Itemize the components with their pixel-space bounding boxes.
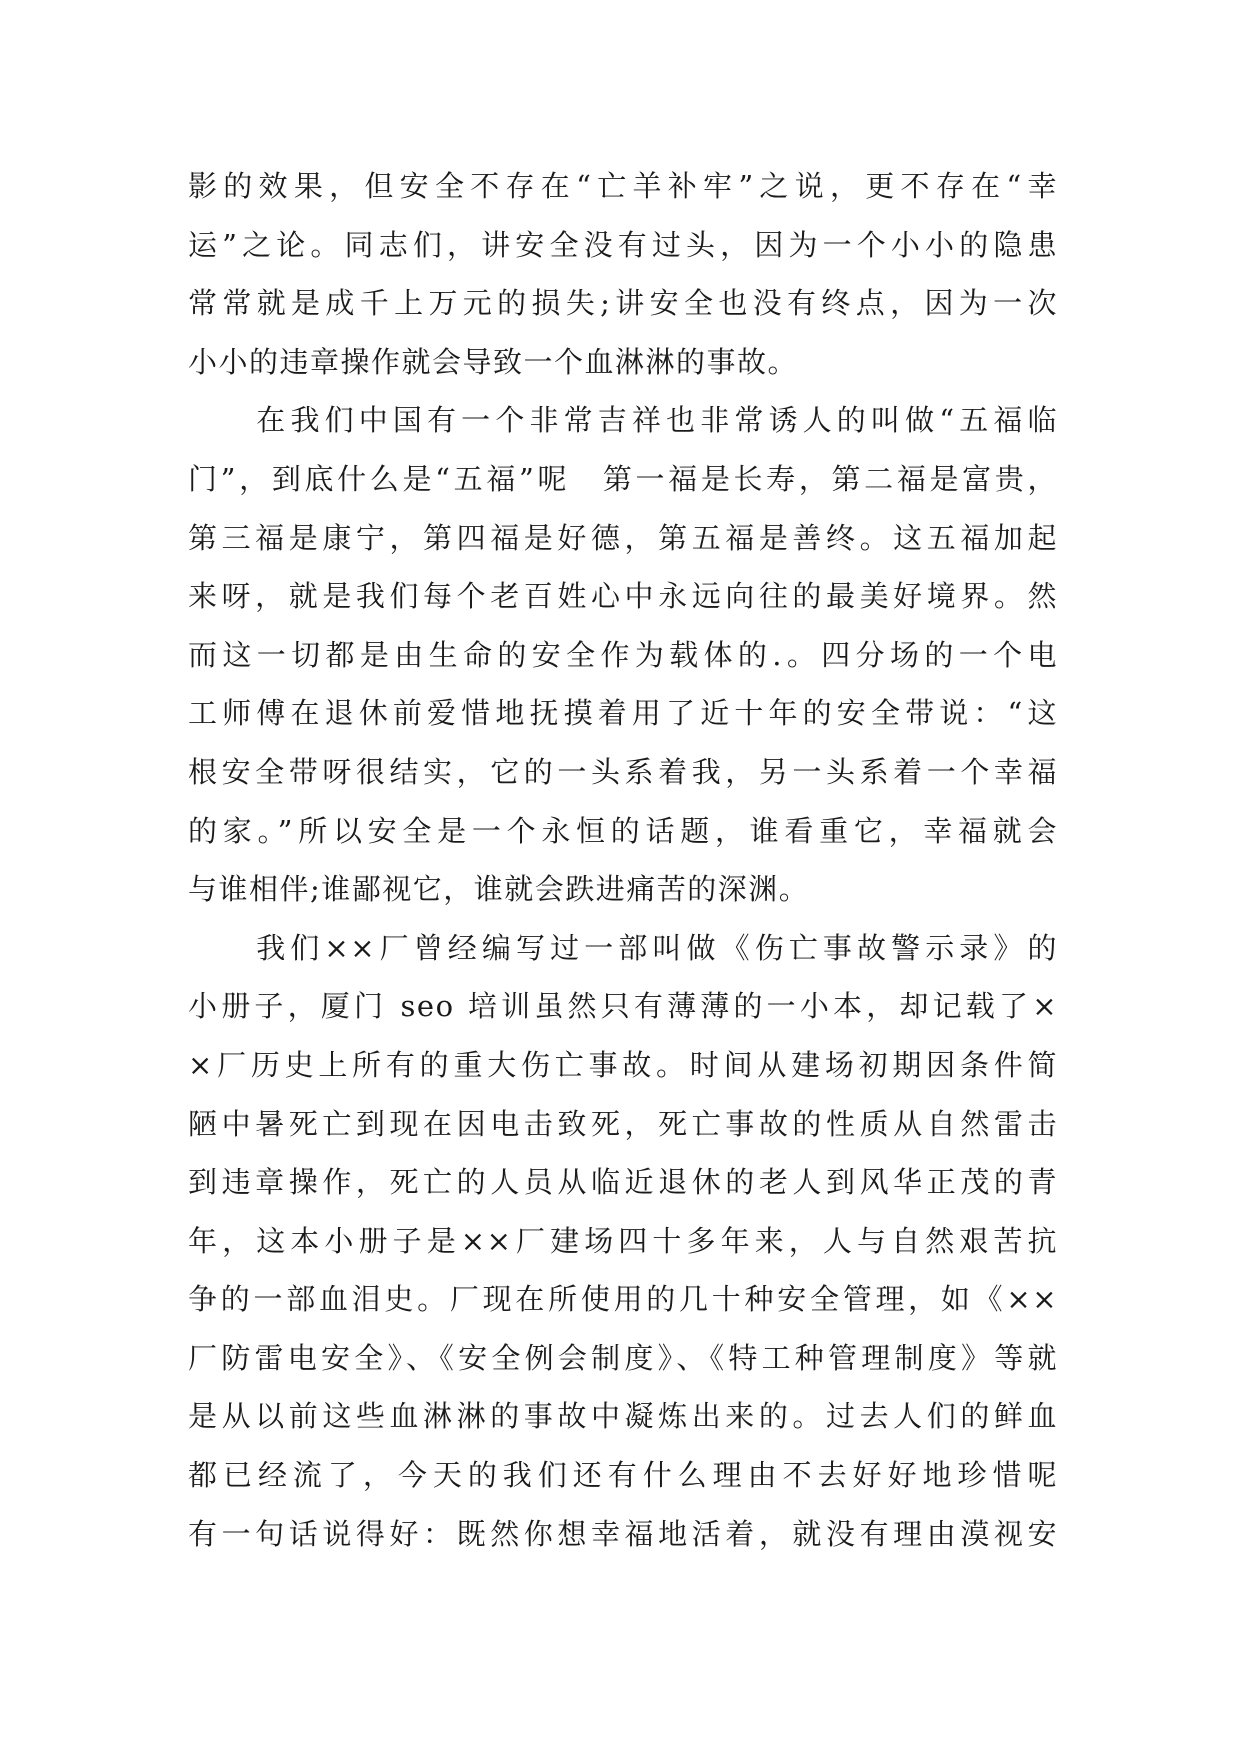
text-line: 而这一切都是由生命的安全作为载体的.。四分场的一个电 xyxy=(188,637,1058,672)
text-line: 常常就是成千上万元的损失;讲安全也没有终点，因为一次 xyxy=(188,286,1058,321)
text-line: ×厂历史上所有的重大伤亡事故。时间从建场初期因条件简 xyxy=(188,1047,1058,1082)
text-line: 运”之论。同志们，讲安全没有过头，因为一个小小的隐患 xyxy=(188,227,1058,262)
text-line: 是从以前这些血淋淋的事故中凝炼出来的。过去人们的鲜血 xyxy=(188,1399,1058,1434)
text-line: 第三福是康宁，第四福是好德，第五福是善终。这五福加起 xyxy=(188,520,1058,555)
text-line: 到违章操作，死亡的人员从临近退休的老人到风华正茂的青 xyxy=(188,1165,1058,1200)
text-line: 都已经流了，今天的我们还有什么理由不去好好地珍惜呢 xyxy=(188,1458,1058,1493)
text-line: 在我们中国有一个非常吉祥也非常诱人的叫做“五福临 xyxy=(188,403,1058,438)
text-line: 陋中暑死亡到现在因电击致死，死亡事故的性质从自然雷击 xyxy=(188,1106,1058,1141)
text-line: 根安全带呀很结实，它的一头系着我，另一头系着一个幸福 xyxy=(188,754,1058,789)
text-line: 小册子，厦门 seo 培训虽然只有薄薄的一小本，却记载了× xyxy=(188,989,1058,1024)
text-line: 厂防雷电安全》、《安全例会制度》、《特工种管理制度》等就 xyxy=(188,1340,1058,1375)
text-line: 小小的违章操作就会导致一个血淋淋的事故。 xyxy=(188,344,799,379)
text-line: 门”，到底什么是“五福”呢 第一福是长寿，第二福是富贵， xyxy=(188,461,1058,496)
text-line: 我们××厂曾经编写过一部叫做《伤亡事故警示录》的 xyxy=(188,930,1058,965)
document-body xyxy=(188,157,1058,1563)
text-line: 来呀，就是我们每个老百姓心中永远向往的最美好境界。然 xyxy=(188,579,1058,614)
text-line: 争的一部血泪史。厂现在所使用的几十种安全管理，如《×× xyxy=(188,1282,1058,1317)
text-line: 工师傅在退休前爱惜地抚摸着用了近十年的安全带说：“这 xyxy=(188,696,1058,731)
text-line: 年，这本小册子是××厂建场四十多年来，人与自然艰苦抗 xyxy=(188,1223,1058,1258)
text-line: 有一句话说得好：既然你想幸福地活着，就没有理由漠视安 xyxy=(188,1516,1058,1551)
text-line: 与谁相伴;谁鄙视它，谁就会跌进痛苦的深渊。 xyxy=(188,872,810,907)
text-line: 的家。”所以安全是一个永恒的话题，谁看重它，幸福就会 xyxy=(188,813,1058,848)
text-line: 影的效果，但安全不存在“亡羊补牢”之说，更不存在“幸 xyxy=(188,169,1058,203)
